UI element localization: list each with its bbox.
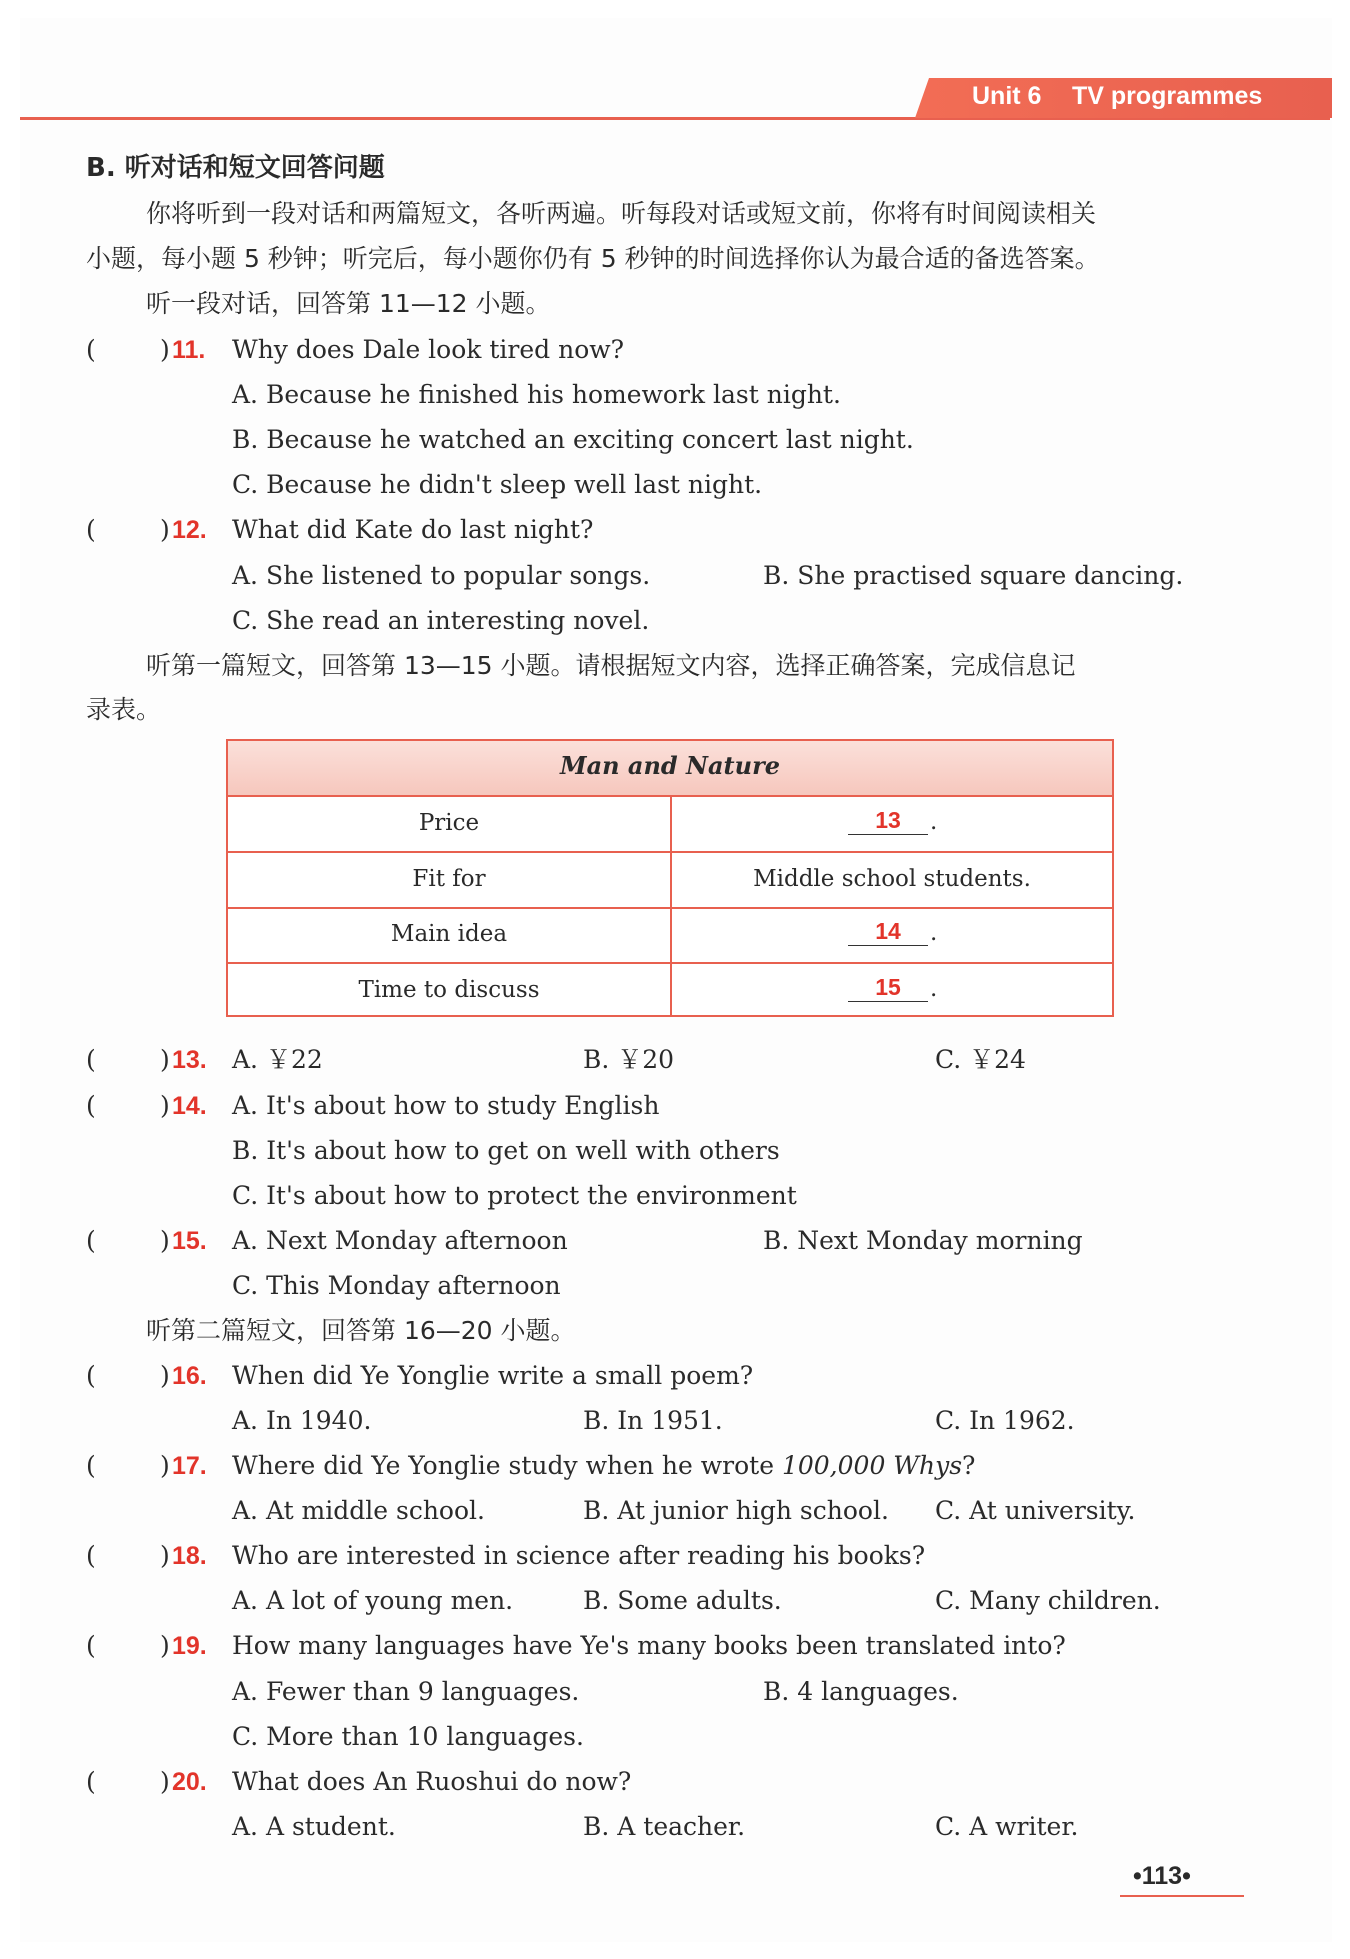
question-number-15: 15. bbox=[172, 1227, 207, 1255]
option-17-a: A. At middle school. bbox=[232, 1496, 485, 1525]
option-18-b: B. Some adults. bbox=[583, 1586, 782, 1615]
question-number-11: 11. bbox=[172, 336, 206, 364]
question-number-19: 19. bbox=[172, 1632, 207, 1660]
table-header bbox=[228, 741, 1112, 797]
answer-paren-close: ) bbox=[160, 335, 170, 364]
option-12-b: B. She practised square dancing. bbox=[763, 561, 1184, 590]
answer-paren-close: ) bbox=[160, 1226, 170, 1255]
intro-line-1: 你将听到一段对话和两篇短文，各听两遍。听每段对话或短文前，你将有时间阅读相关 bbox=[146, 199, 1097, 228]
answer-paren: ( bbox=[86, 1451, 96, 1480]
option-14-c: C. It's about how to protect the environment bbox=[232, 1181, 797, 1210]
table-label-main-idea: Main idea bbox=[390, 921, 508, 947]
table-value-fit-for: Middle school students. bbox=[753, 866, 1031, 892]
question-number-18: 18. bbox=[172, 1542, 207, 1570]
option-16-c: C. In 1962. bbox=[935, 1406, 1075, 1435]
table-label-fit-for: Fit for bbox=[412, 866, 486, 892]
question-number-16: 16. bbox=[172, 1362, 207, 1390]
intro-line-2: 小题，每小题 5 秒钟；听完后，每小题你仍有 5 秒钟的时间选择你认为最合适的备选答案。 bbox=[86, 244, 1100, 273]
dialogue-instruction: 听一段对话，回答第 11—12 小题。 bbox=[146, 289, 551, 318]
question-12-text: What did Kate do last night? bbox=[232, 515, 594, 544]
answer-paren-close: ) bbox=[160, 1045, 170, 1074]
option-15-a: A. Next Monday afternoon bbox=[232, 1226, 568, 1255]
question-number-17: 17. bbox=[172, 1452, 207, 1480]
option-17-c: C. At university. bbox=[935, 1496, 1136, 1525]
option-16-b: B. In 1951. bbox=[583, 1406, 723, 1435]
option-15-b: B. Next Monday morning bbox=[763, 1226, 1083, 1255]
question-number-12: 12. bbox=[172, 516, 207, 544]
question-mark: ? bbox=[962, 1451, 976, 1480]
option-12-a: A. She listened to popular songs. bbox=[232, 561, 651, 590]
question-18-text: Who are interested in science after reading his books? bbox=[232, 1541, 926, 1570]
option-14-a: A. It's about how to study English bbox=[232, 1091, 660, 1120]
question-number-20: 20. bbox=[172, 1768, 207, 1796]
answer-paren: ( bbox=[86, 515, 96, 544]
section-title: B. 听对话和短文回答问题 bbox=[86, 153, 385, 183]
question-16-text: When did Ye Yonglie write a small poem? bbox=[232, 1361, 754, 1390]
blank-period: . bbox=[930, 976, 938, 1002]
page-number: •113• bbox=[1133, 1862, 1191, 1890]
unit-title: TV programmes bbox=[1072, 82, 1263, 110]
option-18-a: A. A lot of young men. bbox=[232, 1586, 514, 1615]
table-label-time: Time to discuss bbox=[358, 977, 540, 1003]
answer-paren-close: ) bbox=[160, 1631, 170, 1660]
blank-14: 14 bbox=[848, 917, 928, 946]
option-16-a: A. In 1940. bbox=[232, 1406, 372, 1435]
blank-period: . bbox=[930, 920, 938, 946]
passage1-instruction-line-2: 录表。 bbox=[86, 695, 162, 724]
answer-paren: ( bbox=[86, 1361, 96, 1390]
answer-paren-close: ) bbox=[160, 1451, 170, 1480]
answer-paren: ( bbox=[86, 1226, 96, 1255]
option-18-c: C. Many children. bbox=[935, 1586, 1161, 1615]
answer-paren: ( bbox=[86, 335, 96, 364]
option-13-b: B. ￥20 bbox=[583, 1045, 675, 1074]
option-12-c: C. She read an interesting novel. bbox=[232, 606, 650, 635]
blank-13: 13 bbox=[848, 806, 928, 835]
table-label-price: Price bbox=[418, 810, 480, 836]
option-20-b: B. A teacher. bbox=[583, 1812, 746, 1841]
option-13-a: A. ￥22 bbox=[232, 1045, 323, 1074]
question-number-14: 14. bbox=[172, 1092, 207, 1120]
option-15-c: C. This Monday afternoon bbox=[232, 1271, 561, 1300]
answer-paren-close: ) bbox=[160, 1361, 170, 1390]
answer-paren: ( bbox=[86, 1045, 96, 1074]
table-column-divider bbox=[670, 795, 672, 1017]
option-11-a: A. Because he finished his homework last night. bbox=[232, 380, 841, 409]
option-17-b: B. At junior high school. bbox=[583, 1496, 889, 1525]
option-19-a: A. Fewer than 9 languages. bbox=[232, 1677, 580, 1706]
blank-15: 15 bbox=[848, 973, 928, 1002]
blank-period: . bbox=[930, 809, 938, 835]
option-11-b: B. Because he watched an exciting concert last night. bbox=[232, 425, 914, 454]
table-title: Man and Nature bbox=[560, 751, 780, 780]
page-number-underline bbox=[1120, 1895, 1244, 1897]
answer-paren-close: ) bbox=[160, 1091, 170, 1120]
option-13-c: C. ￥24 bbox=[935, 1045, 1026, 1074]
option-20-c: C. A writer. bbox=[935, 1812, 1079, 1841]
option-11-c: C. Because he didn't sleep well last night. bbox=[232, 470, 763, 499]
passage1-instruction-line-1: 听第一篇短文，回答第 13—15 小题。请根据短文内容，选择正确答案，完成信息记 bbox=[146, 651, 1076, 680]
answer-paren-close: ) bbox=[160, 515, 170, 544]
question-17-text bbox=[232, 1450, 975, 1482]
answer-paren: ( bbox=[86, 1767, 96, 1796]
option-20-a: A. A student. bbox=[232, 1812, 396, 1841]
answer-paren: ( bbox=[86, 1091, 96, 1120]
unit-label: Unit 6 bbox=[972, 82, 1042, 110]
answer-paren-close: ) bbox=[160, 1541, 170, 1570]
option-19-b: B. 4 languages. bbox=[763, 1677, 959, 1706]
question-20-text: What does An Ruoshui do now? bbox=[232, 1767, 632, 1796]
question-number-13: 13. bbox=[172, 1046, 207, 1074]
question-19-text: How many languages have Ye's many books been translated into? bbox=[232, 1631, 1066, 1660]
answer-paren-close: ) bbox=[160, 1767, 170, 1796]
question-17-prefix: Where did Ye Yonglie study when he wrote bbox=[232, 1451, 775, 1480]
answer-paren: ( bbox=[86, 1631, 96, 1660]
passage2-instruction: 听第二篇短文，回答第 16—20 小题。 bbox=[146, 1316, 576, 1345]
answer-paren: ( bbox=[86, 1541, 96, 1570]
info-table bbox=[226, 739, 1114, 1017]
option-14-b: B. It's about how to get on well with others bbox=[232, 1136, 780, 1165]
question-11-text: Why does Dale look tired now? bbox=[232, 335, 625, 364]
option-19-c: C. More than 10 languages. bbox=[232, 1722, 584, 1751]
book-title: 100,000 Whys bbox=[781, 1451, 963, 1480]
